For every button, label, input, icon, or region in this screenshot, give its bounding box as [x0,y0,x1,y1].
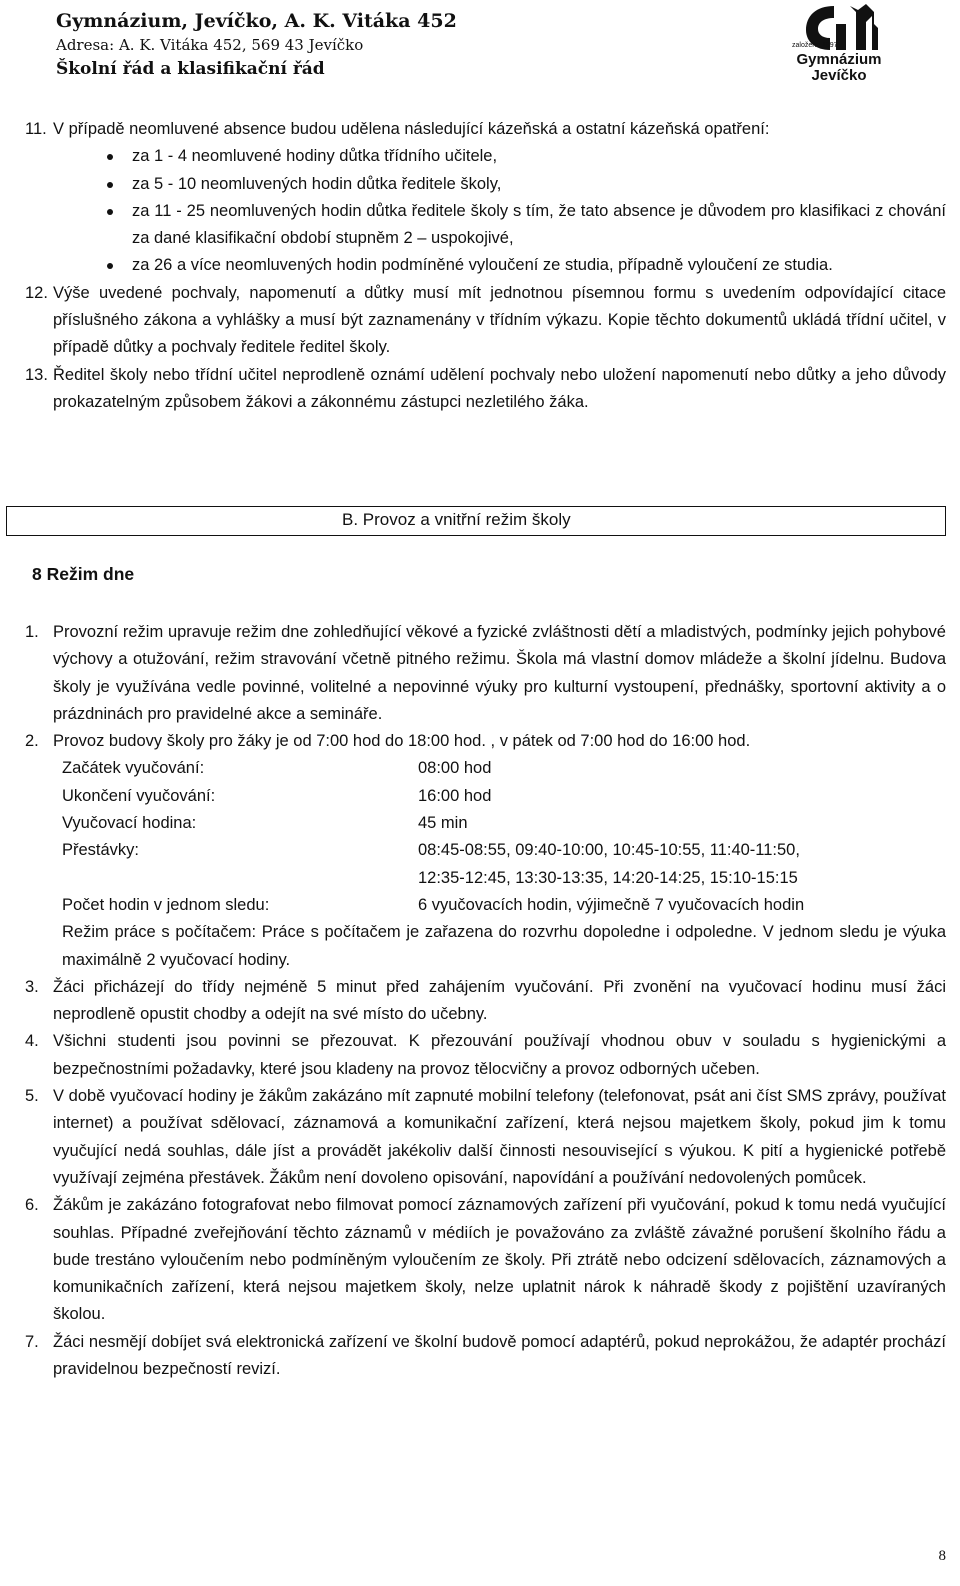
list-item: za 1 - 4 neomluvené hodiny důtka třídního učitele, [0,143,960,170]
item-3 [0,974,960,1029]
item-number: 1. [25,623,39,641]
item-number: 13. [25,365,48,384]
item-6 [0,1192,960,1328]
item-number: 5. [25,1087,39,1106]
logo-text: Gymnázium Jevíčko [796,51,882,84]
item-text: Ředitel školy nebo třídní učitel neprodleně oznámí udělení pochvaly nebo uložení napomenutí nebo důtky a jeho důvody prokazatelným způsobem žákovi a zákonnému zástupci nezletilého žáka. [53,365,946,411]
item-number: 3. [25,977,39,996]
item-7 [0,1329,960,1384]
item-text: Provoz budovy školy pro žáky je od 7:00 hod do 18:00 hod. , v pátek od 7:00 hod do 16:00 hod. [53,732,751,751]
item-5 [0,1083,960,1192]
table-row: Začátek vyučování: 08:00 hod [62,759,492,778]
item-text: Výše uvedené pochvaly, napomenutí a důtky musí mít jednotnou písemnou formu s uvedením odpovídající citace příslušného zákona a vyhlášky a musí být zaznamenány v třídním výkazu. Kopie těchto dokumentů ukládá třídní učitel, v případě důtky a pochvaly ředitele ředitel školy. [53,283,946,357]
table-row: Počet hodin v jednom sledu: 6 vyučovacích hodin, výjimečně 7 vyučovacích hodin [62,895,805,914]
item-4 [0,1028,960,1083]
list-item: za 26 a více neomluvených hodin podmíněné vyloučení ze studia, případně vyloučení ze studia. [0,252,960,279]
bullet-icon [107,154,113,160]
item-1 [0,619,960,728]
document-body [0,116,960,416]
item-number: 2. [25,732,39,751]
item-number: 12. [25,283,48,302]
bullet-list [0,143,960,279]
item-number: 6. [25,1196,39,1215]
item-text: V případě neomluvené absence budou udělena následující kázeňská a ostatní kázeňská opatření: [53,120,770,138]
item-text: Provozní režim upravuje režim dne zohledňující věkové a fyzické zvláštnosti dětí a mladistvých, podmínky jejich pohybové výchovy a otužování, režim stravování včetně pitného režimu. Škola má vlastní domov mládeže a školní jídelnu. Budova školy je využívána vedle povinné, volitelné a nepovinné výuky pro kulturní vystoupení, přednášky, sportovní aktivity a o prázdninách pro pravidelné akce a semináře. [53,623,946,723]
item-12 [0,280,960,362]
item-text: Žáci přicházejí do třídy nejméně 5 minut před zahájením vyučování. Při zvonění na vyučovací hodinu musí žáci neprodleně opustit chodby a odejít na své místo do učebny. [53,977,946,1024]
school-address: Adresa: A. K. Vitáka 452, 569 43 Jevíčko [56,36,364,54]
item-number: 7. [25,1332,39,1351]
schedule-table [62,755,960,919]
table-row: 12:35-12:45, 13:30-13:35, 14:20-14:25, 15:10-15:15 [418,868,798,887]
list-item: za 5 - 10 neomluvených hodin důtka ředitele školy, [0,171,960,198]
table-row: Vyučovací hodina: 45 min [62,814,468,833]
document-title: Školní řád a klasifikační řád [56,59,325,79]
logo-founded: založeno 1897 [792,42,838,49]
list-item: za 11 - 25 neomluvených hodin důtka ředitele školy s tím, že tato absence je důvodem pro klasifikaci z chování za dané klasifikační období stupněm 2 – uspokojivé, [0,198,960,253]
item-number: 4. [25,1032,39,1051]
item-13 [0,362,960,417]
bullet-icon [107,209,113,215]
item-number: 11. [25,120,47,138]
item-2 [0,728,960,755]
school-name: Gymnázium, Jevíčko, A. K. Vitáka 452 [56,10,457,32]
bullet-icon [107,263,113,269]
item-11 [0,116,960,143]
page-header [56,8,457,82]
item-text: Všichni studenti jsou povinni se přezouvat. K přezouvání používají vhodnou obuv v souladu s hygienickými a bezpečnostními požadavky, které jsou kladeny na provoz tělocvičny a provoz odborných učeben. [53,1032,946,1078]
bullet-icon [107,182,113,188]
item-text: Žáci nesmějí dobíjet svá elektronická zařízení ve školní budově pomocí adaptérů, pokud neprokážou, že adaptér prochází pravidelnou bezpečností revizí. [53,1332,946,1379]
item-text: V době vyučovací hodiny je žákům zakázáno mít zapnuté mobilní telefony (telefonovat, psát ani číst SMS zprávy, používat internet) a používat sdělovací, záznamová a komunikační zařízení, která nejsou majetkem školy, pokud jim k tomu vyučující nedá souhlas, dále jíst a provádět jakékoliv další činnosti nesouvisející s výukou. K pití a hygienické potřebě využívají zejména přestávek. Žákům není dovoleno opisování, napovídání a používání nedovolených pomůcek. [53,1087,946,1187]
section-8-body [0,619,960,1383]
page-number: 8 [938,1548,946,1564]
item-text: Žákům je zakázáno fotografovat nebo filmovat pomocí záznamových zařízení při vyučování, pokud k tomu nedá vyučující souhlas. Případné zveřejňování těchto záznamů v médiích je považováno za zvláště závažné porušení školního řádu a bude trestáno vyloučením nebo podmíněným vyloučením ze školy. Při ztrátě nebo odcizení sdělovacích, záznamových a komunikačních zařízení, která nejsou majetkem školy, nelze uplatnit nárok k náhradě škody z pojištění uzavíraných školou. [53,1196,946,1324]
section-b-heading: B. Provoz a vnitřní režim školy [6,506,946,536]
computer-regime: Režim práce s počítačem: Práce s počítačem je zařazena do rozvrhu dopoledne i odpoledne. V jednom sledu je výuka maximálně 2 vyučovací hodiny. [62,923,946,969]
table-row: Ukončení vyučování: 16:00 hod [62,786,492,805]
table-row: Přestávky: 08:45-08:55, 09:40-10:00, 10:45-10:55, 11:40-11:50, [62,841,800,860]
section-8-heading: 8 Režim dne [32,564,135,584]
